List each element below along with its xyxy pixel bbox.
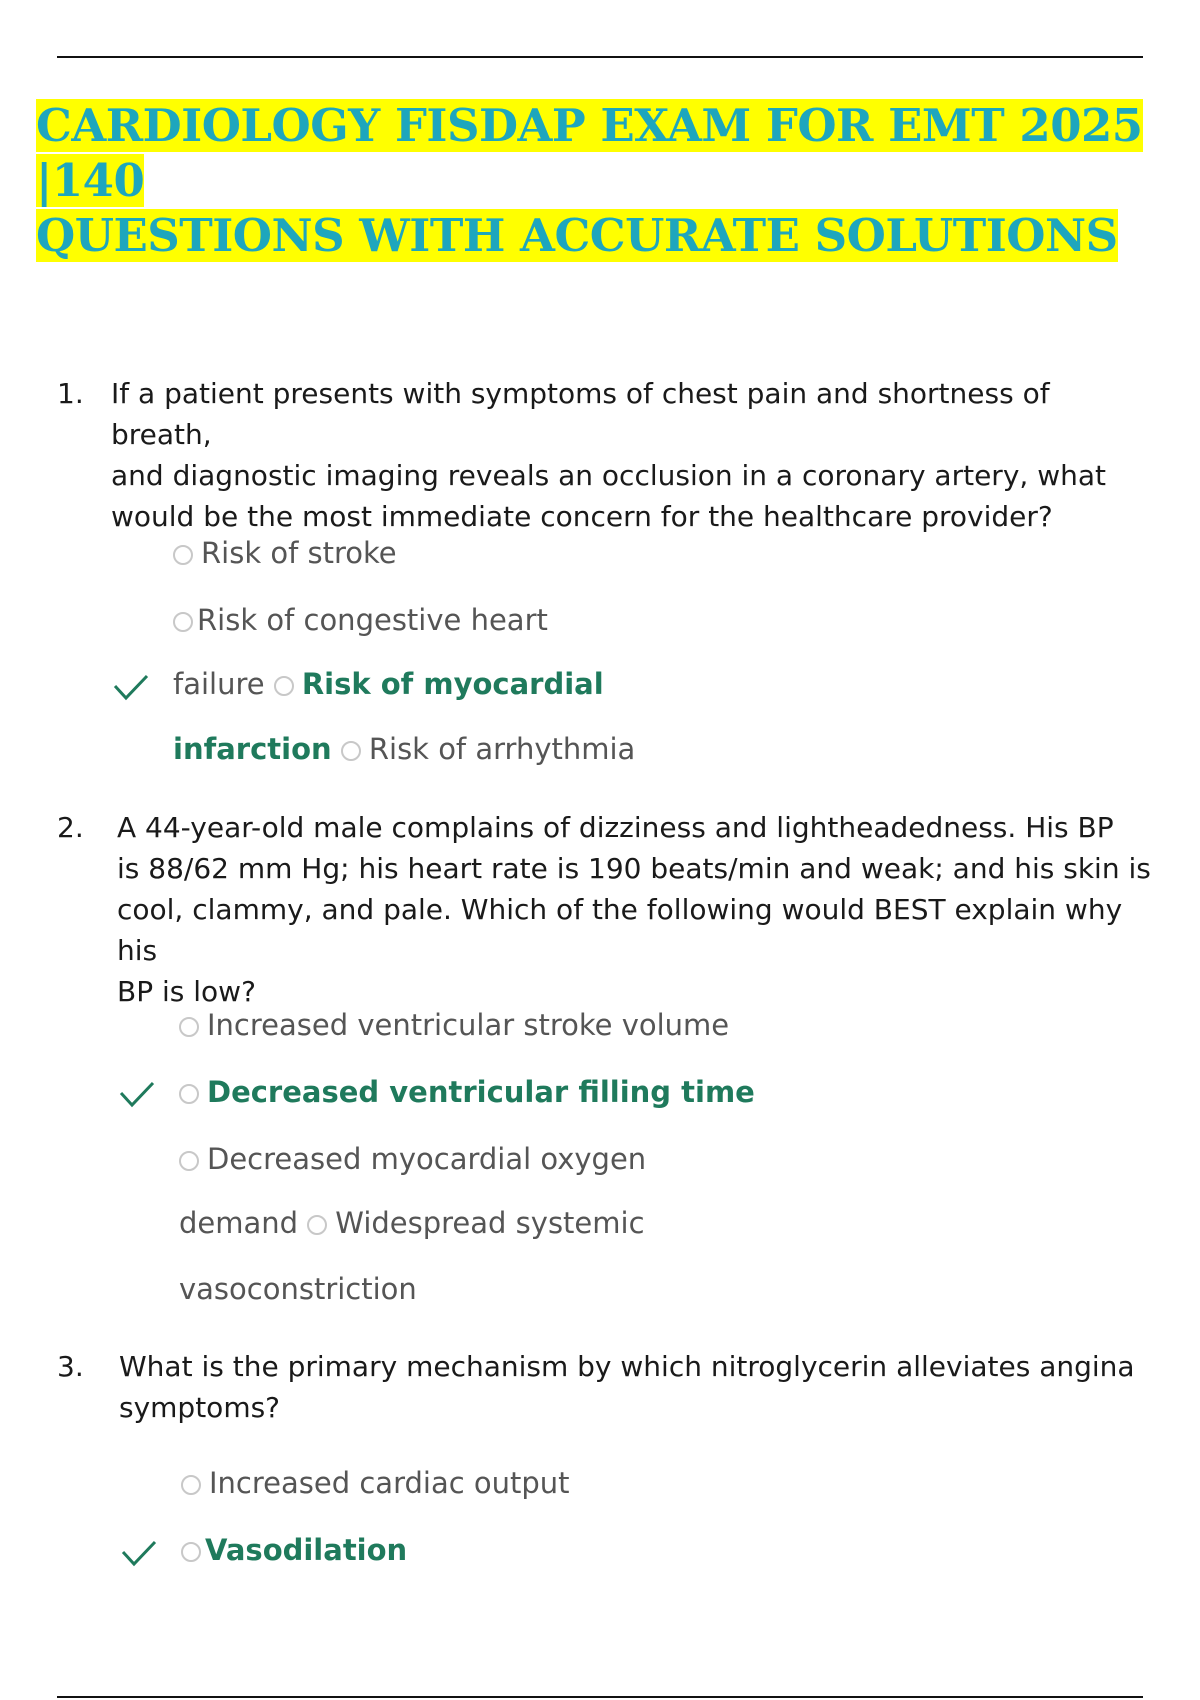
- answer-option[interactable]: infarction Risk of arrhythmia: [173, 732, 636, 766]
- radio-button[interactable]: [181, 1542, 201, 1562]
- correct-answer: Vasodilation: [205, 1533, 408, 1567]
- answer-option[interactable]: Risk of stroke: [173, 533, 397, 573]
- title-line-2: QUESTIONS WITH ACCURATE SOLUTIONS: [36, 209, 1118, 262]
- question-3: [57, 1346, 1157, 1436]
- correct-check-icon: [112, 672, 150, 702]
- question-text-line: and diagnostic imaging reveals an occlusion in a coronary artery, what: [111, 459, 1106, 492]
- question-text-line: cool, clammy, and pale. Which of the following would BEST explain why his: [117, 893, 1123, 967]
- page-title: [36, 98, 1166, 263]
- answer-option[interactable]: [181, 1530, 407, 1570]
- question-text-line: A 44-year-old male complains of dizziness and lightheadedness. His BP: [117, 811, 1114, 844]
- radio-button[interactable]: [307, 1215, 327, 1235]
- answer-option[interactable]: Increased cardiac output: [181, 1463, 570, 1503]
- question-text: [117, 807, 1157, 1012]
- question-text-line: would be the most immediate concern for the healthcare provider?: [111, 500, 1053, 533]
- answer-option[interactable]: Risk of congestive heart: [173, 600, 548, 640]
- question-text-line: What is the primary mechanism by which nitroglycerin alleviates angina: [119, 1350, 1135, 1383]
- question-number: 3.: [57, 1350, 84, 1383]
- question-text: [119, 1346, 1135, 1428]
- wrapped-text: demand: [179, 1206, 299, 1240]
- question-text: [111, 373, 1157, 537]
- correct-answer-continued: infarction: [173, 732, 332, 766]
- question-2: [57, 807, 1157, 1008]
- bottom-divider: [57, 1696, 1143, 1698]
- radio-button[interactable]: [181, 1475, 201, 1495]
- question-text-line: symptoms?: [119, 1391, 281, 1424]
- answer-option[interactable]: Decreased myocardial oxygen: [179, 1139, 646, 1179]
- correct-answer: Decreased ventricular filling time: [207, 1075, 755, 1109]
- answer-option[interactable]: [173, 664, 604, 704]
- question-number: 2.: [57, 811, 84, 844]
- answer-option[interactable]: [179, 1072, 755, 1112]
- radio-button[interactable]: [179, 1151, 199, 1171]
- radio-button[interactable]: [173, 612, 193, 632]
- radio-button[interactable]: [179, 1084, 199, 1104]
- correct-check-icon: [118, 1079, 156, 1109]
- radio-button[interactable]: [179, 1017, 199, 1037]
- question-text-line: BP is low?: [117, 975, 256, 1008]
- question-text-line: If a patient presents with symptoms of chest pain and shortness of breath,: [111, 377, 1050, 451]
- radio-button[interactable]: [173, 545, 193, 565]
- question-1: [57, 373, 1157, 533]
- question-number: 1.: [57, 377, 84, 410]
- title-line-1: CARDIOLOGY FISDAP EXAM FOR EMT 2025 |140: [36, 99, 1143, 207]
- top-divider: [57, 56, 1143, 58]
- correct-answer: Risk of myocardial: [301, 667, 604, 701]
- answer-option[interactable]: Increased ventricular stroke volume: [179, 1005, 729, 1045]
- correct-check-icon: [120, 1538, 158, 1568]
- answer-option[interactable]: demand Widespread systemic: [179, 1206, 645, 1240]
- radio-button[interactable]: [274, 676, 294, 696]
- radio-button[interactable]: [341, 741, 361, 761]
- wrapped-text: vasoconstriction: [179, 1272, 417, 1306]
- question-text-line: is 88/62 mm Hg; his heart rate is 190 beats/min and weak; and his skin is: [117, 852, 1151, 885]
- wrapped-text: failure: [173, 667, 265, 701]
